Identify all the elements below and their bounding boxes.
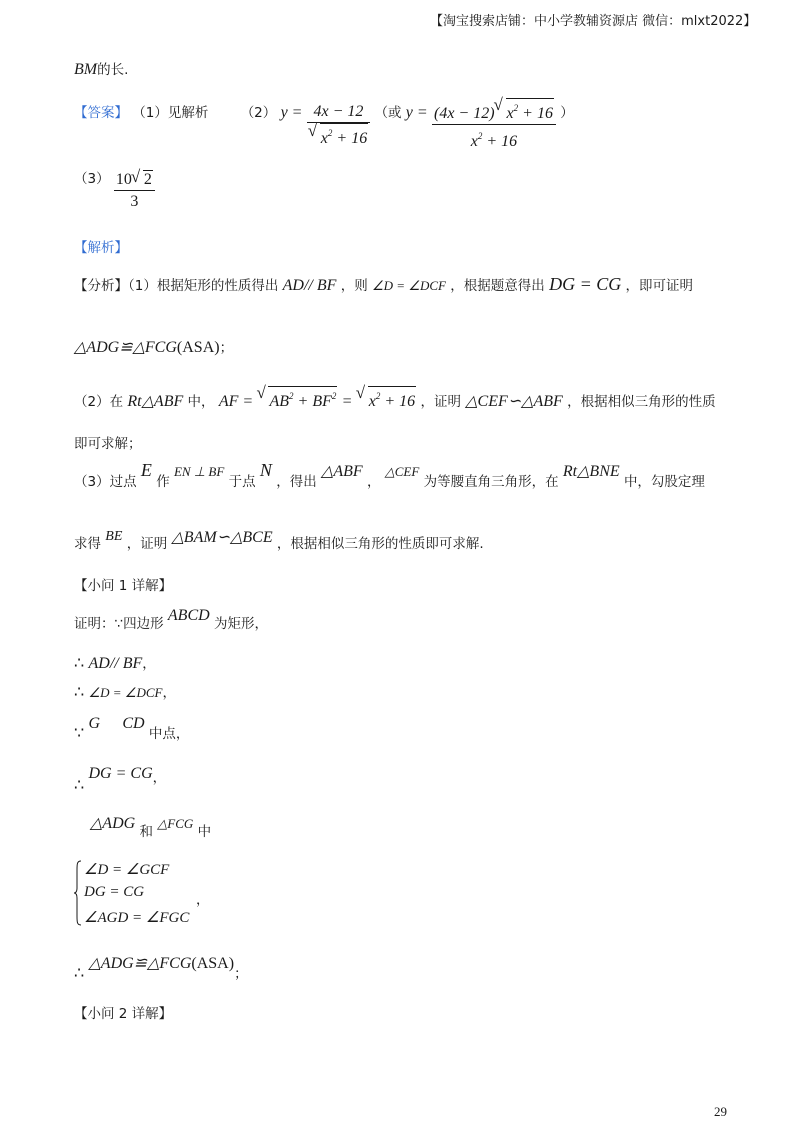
system-punct: ， bbox=[196, 892, 210, 908]
left-brace-icon bbox=[74, 860, 82, 926]
punct: ， bbox=[162, 685, 176, 701]
sub-question-1-heading: 【小问 1 详解】 bbox=[74, 578, 173, 594]
math-rt-bne: Rt△BNE bbox=[562, 463, 620, 480]
text-proof-quad: 证明：∵四边形 bbox=[74, 616, 164, 632]
text-prove: ，证明 bbox=[126, 536, 168, 552]
math-af-eq: AF = bbox=[218, 393, 254, 410]
answer-part2-label: （2） bbox=[240, 105, 277, 121]
math-congruent: △ADG≌△FCG bbox=[74, 339, 177, 356]
therefore-symbol: ∴ bbox=[74, 655, 85, 672]
analysis-line-5 bbox=[74, 460, 705, 491]
page-number: 29 bbox=[714, 1104, 727, 1119]
math-tri-fcg: △FCG bbox=[157, 816, 194, 831]
math-abcd: ABCD bbox=[167, 607, 210, 624]
math-ad-parallel-bf: AD// BF bbox=[88, 655, 143, 672]
punct: ； bbox=[219, 340, 234, 356]
analysis-line-3 bbox=[74, 386, 716, 411]
proof-line-5 bbox=[74, 762, 167, 794]
text-midpoint: 中点， bbox=[148, 726, 190, 742]
text-length: 的长. bbox=[97, 62, 129, 78]
math-ad-parallel-bf: AD// BF bbox=[282, 277, 337, 294]
punct: ； bbox=[234, 966, 248, 982]
math-n: N bbox=[259, 460, 272, 480]
math-similar-cef-abf: △CEF∽△ABF bbox=[465, 393, 563, 410]
system-row-2: DG = CG bbox=[84, 884, 145, 900]
text-in: 中 bbox=[197, 824, 212, 840]
answer-tag: 【答案】 bbox=[74, 105, 128, 121]
math-angle-d-eq-dcf: ∠D = ∠DCF bbox=[372, 278, 446, 293]
math-eq: = bbox=[341, 393, 353, 410]
answer-line bbox=[74, 98, 574, 153]
punct: ， bbox=[142, 656, 156, 672]
analysis-text-b: ，则 bbox=[340, 278, 368, 294]
math-tri-cef: △CEF bbox=[384, 464, 420, 479]
math-dg-eq-cg: DG = CG bbox=[549, 274, 622, 294]
analysis-line-1 bbox=[74, 274, 693, 295]
math-tri-adg: △ADG bbox=[90, 815, 136, 832]
analysis-text-a: 【分析】（1）根据矩形的性质得出 bbox=[74, 278, 279, 294]
analysis-tag: 【解析】 bbox=[74, 240, 128, 256]
system-row-1: ∠D = ∠GCF bbox=[84, 862, 170, 878]
proof-line-6 bbox=[90, 812, 212, 840]
header-shop-banner: 【淘宝搜索店铺：中小学教辅资源店 微信：mlxt2022】 bbox=[430, 14, 757, 29]
text-obtain: ，得出 bbox=[276, 474, 317, 490]
math-similar-bam-bce: △BAM∽△BCE bbox=[171, 529, 273, 546]
fraction3-numerator: 10√ 2 bbox=[114, 170, 155, 191]
fraction-denominator-alt: $x^2 + 16$ bbox=[470, 131, 518, 150]
because-symbol: ∵ bbox=[74, 725, 85, 742]
analysis-text-c: ，根据题意得出 bbox=[450, 278, 545, 294]
math-tri-abf: △ABF bbox=[321, 463, 363, 480]
math-g: G bbox=[88, 715, 101, 732]
text-is-rectangle: 为矩形， bbox=[213, 616, 268, 632]
text-and: 和 bbox=[139, 824, 153, 840]
text-find: 求得 bbox=[74, 536, 101, 552]
proof-line-1 bbox=[74, 607, 268, 633]
fraction-answer2-alt bbox=[432, 98, 556, 153]
math-angle-d-eq-dcf: ∠D = ∠DCF bbox=[88, 685, 163, 700]
therefore-symbol: ∴ bbox=[74, 965, 85, 982]
answer-part1: （1）见解析 bbox=[132, 105, 209, 121]
math-y-eq-1: y = bbox=[280, 104, 303, 121]
analysis-line-6 bbox=[74, 529, 484, 553]
answer-part3 bbox=[74, 170, 155, 213]
math-dg-eq-cg: DG = CG bbox=[88, 765, 153, 782]
analysis-line-4: 即可求解； bbox=[74, 436, 142, 452]
answer-or-open: （或 bbox=[374, 105, 402, 121]
sub-question-2-heading: 【小问 2 详解】 bbox=[74, 1006, 173, 1022]
proof-line-2 bbox=[74, 652, 156, 673]
analysis-text-d: ，即可证明 bbox=[625, 278, 694, 294]
therefore-symbol: ∴ bbox=[74, 684, 85, 701]
analysis-line-2 bbox=[74, 336, 233, 357]
punct: ， bbox=[152, 770, 167, 786]
text-isosceles-right: 为等腰直角三角形，在 bbox=[423, 474, 559, 490]
text-prove: ，证明 bbox=[420, 394, 461, 410]
proof-conclusion bbox=[74, 952, 248, 982]
fraction-answer2 bbox=[307, 102, 370, 150]
proof-line-3 bbox=[74, 681, 176, 702]
text-make: 作 bbox=[156, 474, 170, 490]
math-asa: (ASA) bbox=[191, 955, 235, 972]
therefore-symbol: ∴ bbox=[74, 777, 85, 794]
text-in: （2）在 bbox=[74, 394, 124, 410]
answer-or-close: ） bbox=[560, 105, 574, 121]
text-through-point: （3）过点 bbox=[74, 474, 137, 490]
system-row-3: ∠AGD = ∠FGC bbox=[84, 910, 190, 926]
proof-line-4 bbox=[74, 712, 190, 742]
text-at-point: 于点 bbox=[228, 474, 256, 490]
math-sqrt-x2: √ $x^2 + 16$ bbox=[357, 386, 416, 411]
fraction-denominator: √ $x^2 + 16$ bbox=[307, 123, 370, 150]
fraction3-denominator: 3 bbox=[130, 193, 139, 210]
fraction-answer3 bbox=[114, 170, 155, 213]
fraction-numerator-alt: (4x − 12)√ $x^2 + 16$ bbox=[432, 98, 556, 125]
fraction-numerator: 4x − 12 bbox=[307, 102, 370, 123]
text-similar-property: ，根据相似三角形的性质 bbox=[567, 394, 716, 410]
punct: ， bbox=[366, 474, 381, 490]
math-cd: CD bbox=[122, 715, 145, 732]
text-similar-solve: ，根据相似三角形的性质即可求解. bbox=[276, 536, 484, 552]
math-asa: (ASA) bbox=[176, 339, 220, 356]
math-en-perp-bf: EN ⊥ BF bbox=[173, 464, 225, 479]
math-bm: BM bbox=[74, 61, 98, 78]
text-pythagoras: 中，勾股定理 bbox=[623, 474, 705, 490]
math-rt-abf: Rt△ABF bbox=[127, 393, 184, 410]
answer-part3-label: （3） bbox=[74, 171, 110, 187]
math-y-eq-2: y = bbox=[405, 104, 428, 121]
math-sqrt-ab-bf: √ $AB^2 + BF^2$ bbox=[257, 386, 337, 411]
line-bm-length bbox=[74, 58, 128, 79]
math-congruent: △ADG≌△FCG bbox=[88, 955, 192, 972]
text-mid: 中， bbox=[187, 394, 215, 410]
math-be: BE bbox=[105, 529, 123, 544]
math-e: E bbox=[140, 460, 152, 480]
